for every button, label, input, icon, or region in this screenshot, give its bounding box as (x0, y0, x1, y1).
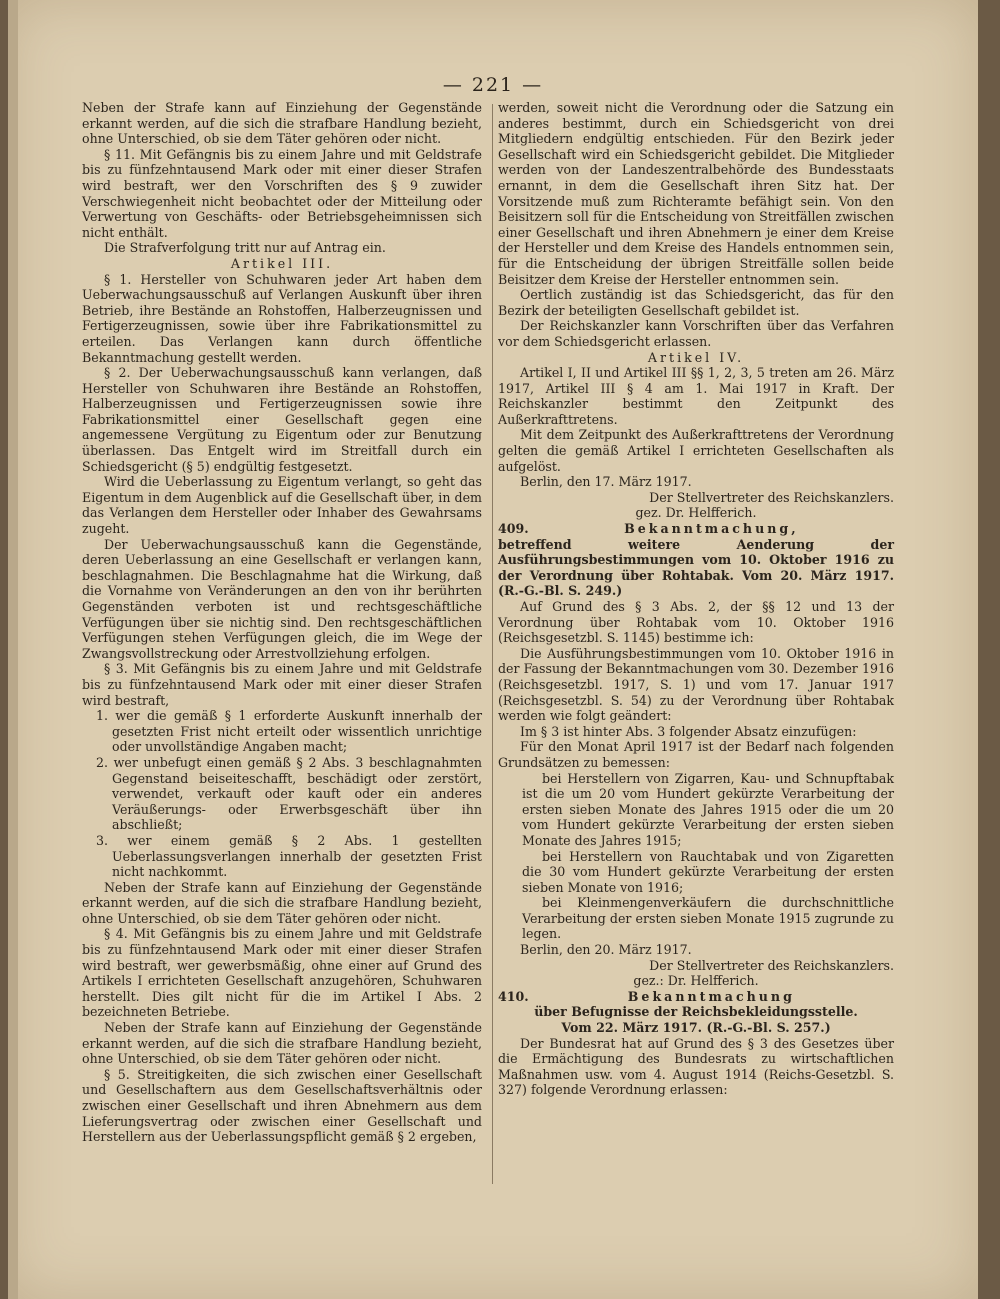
paragraph: Der Reichskanzler kann Vorschriften über das Verfahren vor dem Schiedsgericht erlassen. (498, 318, 894, 349)
section-subtitle: Vom 22. März 1917. (R.-G.-Bl. S. 257.) (561, 1020, 831, 1036)
paragraph: Oertlich zuständig ist das Schiedsgericht, das für den Bezirk der beteiligten Gesellschaft gebildet ist. (498, 287, 894, 318)
paragraph: § 4. Mit Gefängnis bis zu einem Jahre und mit Geldstrafe bis zu fünfzehntausend Mark oder mit einer dieser Strafen wird bestraft, wer gewerbsmäßig, ohne einer auf Grund des Artikels I errichteten Gesellschaft anzugehören, Schuhwaren herstellt. Dies gilt nicht für die im Artikel I Abs. 2 bezeichneten Betriebe. (82, 926, 482, 1020)
paragraph: Für den Monat April 1917 ist der Bedarf nach folgenden Grundsätzen zu bemessen: (498, 739, 894, 770)
paragraph: Mit dem Zeitpunkt des Außerkrafttretens der Verordnung gelten die gemäß Artikel I errichteten Gesellschaften als aufgelöst. (498, 427, 894, 474)
paragraph: § 5. Streitigkeiten, die sich zwischen einer Gesellschaft und Gesellschaftern aus dem Gesellschaftsverhältnis oder zwischen einer Gesellschaft und ihren Abnehmern aus dem Lieferungsvertrag oder zwischen einer Gesellschaft und Herstellern aus der Ueberlassungspflicht gemäß § 2 ergeben, (82, 1066, 482, 1145)
signature-name: gez. Dr. Helfferich. (635, 505, 757, 521)
article-heading: Artikel III. (230, 255, 334, 271)
paragraph: Die Ausführungsbestimmungen vom 10. Oktober 1916 in der Fassung der Bekanntmachungen vom 30. Dezember 1916 (Reichsgesetzbl. 1917, S. 1) und vom 17. Januar 1917 (Reichsgesetzbl. S. 54) zu der Verordnung über Rohtabak werden wie folgt geändert: (498, 645, 894, 724)
paragraph: bei Herstellern von Rauchtabak und von Zigaretten die 30 vom Hundert gekürzte Verarbeitung der ersten sieben Monate von 1916; (522, 848, 894, 895)
paragraph: § 3. Mit Gefängnis bis zu einem Jahre und mit Geldstrafe bis zu fünfzehntausend Mark oder mit einer dieser Strafen wird bestraft, (82, 661, 482, 708)
section-header (498, 521, 894, 537)
date-line: Berlin, den 17. März 1917. (520, 474, 692, 490)
section-number: 410. (498, 988, 529, 1004)
paragraph: werden, soweit nicht die Verordnung oder die Satzung ein anderes bestimmt, durch ein Schiedsgericht von drei Mitgliedern endgültig entschieden. Für den Bezirk jeder Gesellschaft wird ein Schiedsgericht gebildet. Die Mitglieder werden von der Landeszentralbehörde des Bundesstaats ernannt, in dem die Gesellschaft ihren Sitz hat. Der Vorsitzende muß zum Richteramte befähigt sein. Von den Beisitzern soll für die Entscheidung von Streitfällen zwischen einer Gesellschaft und ihren Abnehmern je einer dem Kreise der Hersteller und dem Kreise des Handels entnommen sein, für die Entscheidung der übrigen Streitfälle sollen beide Beisitzer dem Kreise der Hersteller entnommen sein. (498, 100, 894, 287)
section-title: Bekanntmachung (627, 988, 795, 1004)
paragraph: Auf Grund des § 3 Abs. 2, der §§ 12 und 13 der Verordnung über Rohtabak vom 10. Oktober 1916 (Reichsgesetzbl. S. 1145) bestimme ich: (498, 599, 894, 646)
list-item: 3. wer einem gemäß § 2 Abs. 1 gestellten Ueberlassungsverlangen innerhalb der gesetzten Frist nicht nachkommt. (96, 832, 482, 880)
paragraph: § 1. Hersteller von Schuhwaren jeder Art haben dem Ueberwachungsausschuß auf Verlangen Auskunft über ihren Betrieb, ihre Bestände an Rohstoffen, Halberzeugnissen und Fertigerzeugnissen, sowie über ihre Fabrikationsmittel zu erteilen. Das Verlangen kann durch öffentliche Bekanntmachung gestellt werden. (82, 271, 482, 365)
list-item: 2. wer unbefugt einen gemäß § 2 Abs. 3 beschlagnahmten Gegenstand beiseiteschafft, beschädigt oder zerstört, verwendet, verkauft oder kauft oder ein anderes Veräußerungs- oder Erwerbsgeschäft über ihn abschließt; (96, 754, 482, 833)
article-heading: Artikel IV. (647, 349, 745, 365)
signature-name: gez.: Dr. Helfferich. (633, 973, 759, 989)
right-column (498, 100, 894, 1098)
signature-title: Der Stellvertreter des Reichskanzlers. (649, 957, 894, 973)
paragraph: Der Bundesrat hat auf Grund des § 3 des Gesetzes über die Ermächtigung des Bundesrats zu wirtschaftlichen Maßnahmen usw. vom 4. August 1914 (Reichs-Gesetzbl. S. 327) folgende Verordnung erlassen: (498, 1035, 894, 1098)
paragraph: Neben der Strafe kann auf Einziehung der Gegenstände erkannt werden, auf die sich die strafbare Handlung bezieht, ohne Unterschied, ob sie dem Täter gehören oder nicht. (82, 1020, 482, 1067)
left-column (82, 100, 482, 1145)
paragraph: Der Ueberwachungsausschuß kann die Gegenstände, deren Ueberlassung an eine Gesellschaft er verlangen kann, beschlagnahmen. Die Beschlagnahme hat die Wirkung, daß die Vornahme von Veränderungen an den von ihr berührten Gegenständen verboten ist und rechtsgeschäftliche Verfügungen über sie nichtig sind. Den rechtsgeschäftlichen Verfügungen stehen Verfügungen gleich, die im Wege der Zwangsvollstreckung oder Arrestvollziehung erfolgen. (82, 536, 482, 661)
date-line: Berlin, den 20. März 1917. (520, 942, 692, 958)
paragraph: Neben der Strafe kann auf Einziehung der Gegenstände erkannt werden, auf die sich die strafbare Handlung bezieht, ohne Unterschied, ob sie dem Täter gehören oder nicht. (82, 879, 482, 926)
section-header (498, 989, 894, 1005)
list-item: 1. wer die gemäß § 1 erforderte Auskunft innerhalb der gesetzten Frist nicht erteilt oder wissentlich unrichtige oder unvollständige Angaben macht; (96, 708, 482, 755)
paragraph: Im § 3 ist hinter Abs. 3 folgender Absatz einzufügen: (520, 723, 857, 739)
paragraph: bei Kleinmengenverkäufern die durchschnittliche Verarbeitung der ersten sieben Monate 1915 zugrunde zu legen. (522, 895, 894, 942)
page (8, 0, 978, 1299)
section-subtitle: über Befugnisse der Reichsbekleidungsstelle. (534, 1004, 858, 1020)
paragraph: Wird die Ueberlassung zu Eigentum verlangt, so geht das Eigentum in dem Augenblick auf die Gesellschaft über, in dem das Verlangen dem Hersteller oder Inhaber des Gewahrsams zugeht. (82, 474, 482, 537)
section-title: Bekanntmachung, (624, 521, 799, 537)
paragraph: § 2. Der Ueberwachungsausschuß kann verlangen, daß Hersteller von Schuhwaren ihre Bestände an Rohstoffen, Halberzeugnissen und Fertigerzeugnissen sowie ihre Fabrikationsmittel einer Gesellschaft gegen eine angemessene Vergütung zu Eigentum oder zur Benutzung überlassen. Das Entgelt wird im Streitfall durch ein Schiedsgericht (§ 5) endgültig festgesetzt. (82, 365, 482, 474)
paragraph: Neben der Strafe kann auf Einziehung der Gegenstände erkannt werden, auf die sich die strafbare Handlung bezieht, ohne Unterschied, ob sie dem Täter gehören oder nicht. (82, 100, 482, 147)
column-rule (492, 104, 493, 1184)
section-number: 409. (498, 521, 529, 537)
page-number: — 221 — (442, 74, 544, 96)
paragraph: bei Herstellern von Zigarren, Kau- und Schnupftabak ist die um 20 vom Hundert gekürzte Verarbeitung der ersten sieben Monate des Jahres 1915 oder die um 20 vom Hundert gekürzte Verarbeitung der ersten sieben Monate des Jahres 1915; (522, 770, 894, 848)
section-subtitle: betreffend weitere Aenderung der Ausführungsbestimmungen vom 10. Oktober 1916 zu der Verordnung über Rohtabak. Vom 20. März 1917. (R.-G.-Bl. S. 249.) (498, 536, 894, 599)
paragraph: Artikel I, II und Artikel III §§ 1, 2, 3, 5 treten am 26. März 1917, Artikel III § 4 am 1. Mai 1917 in Kraft. Der Reichskanzler bestimmt den Zeitpunkt des Außerkrafttretens. (498, 365, 894, 427)
signature-title: Der Stellvertreter des Reichskanzlers. (649, 489, 894, 505)
page-spine (8, 0, 18, 1299)
paragraph: § 11. Mit Gefängnis bis zu einem Jahre und mit Geldstrafe bis zu fünfzehntausend Mark oder mit einer dieser Strafen wird bestraft, wer den Vorschriften des § 9 zuwider Verschwiegenheit nicht beobachtet oder der Mitteilung oder Verwertung von Geschäfts- oder Betriebsgeheimnissen sich nicht enthält. (82, 146, 482, 240)
paragraph: Die Strafverfolgung tritt nur auf Antrag ein. (104, 240, 386, 256)
